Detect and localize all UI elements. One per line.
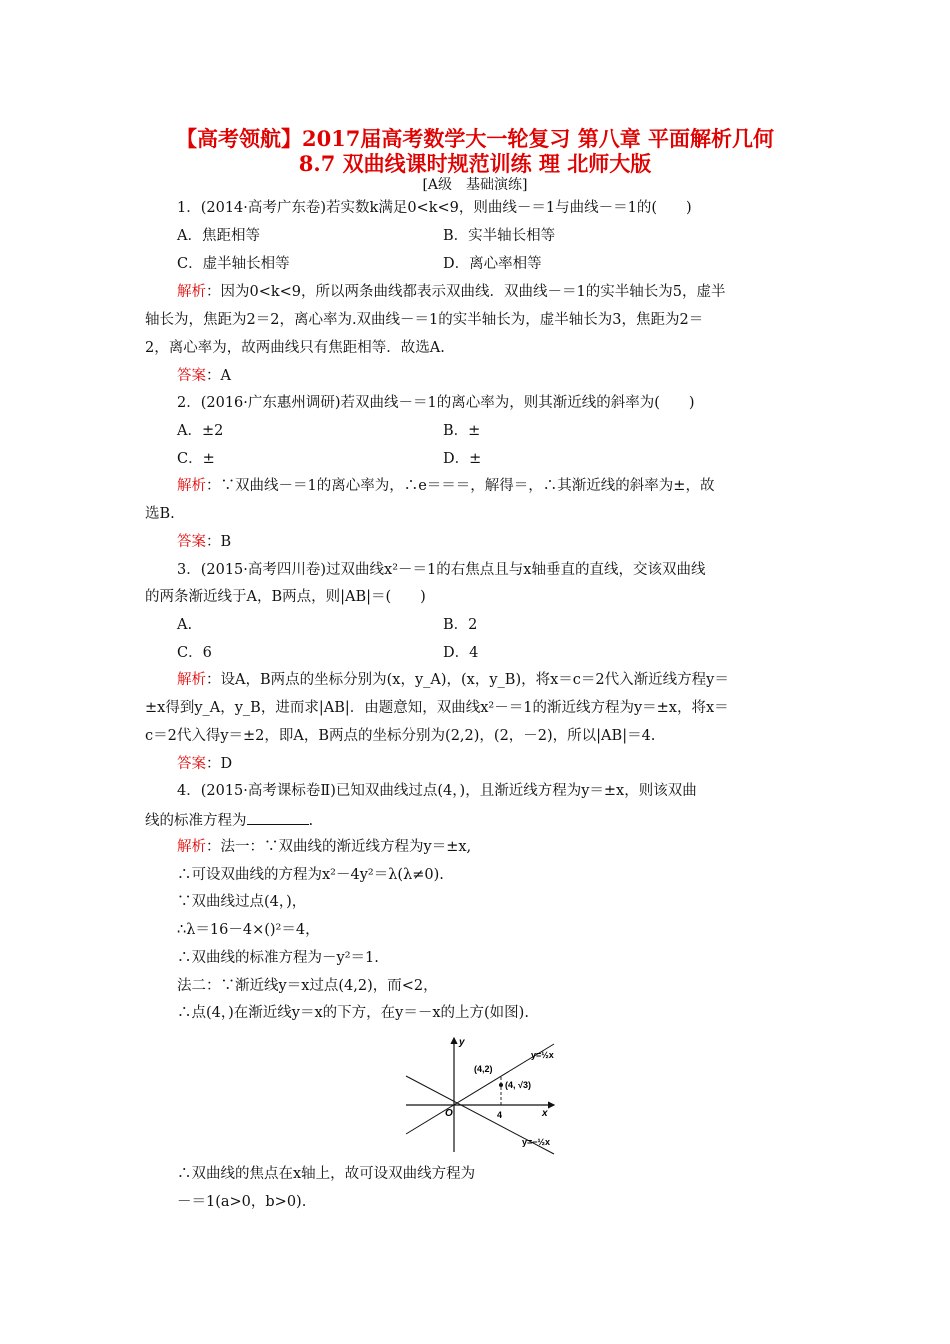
p1-stem: 1．(2014·高考广东卷)若实数k满足0<k<9，则曲线－＝1与曲线－＝1的( ) bbox=[177, 200, 692, 216]
p1-option-d: D．离心率相等 bbox=[443, 256, 542, 272]
p4-solution-line6: 法二：∵渐近线y＝x过点(4,2)，而<2， bbox=[177, 978, 438, 994]
section-subtitle: [A级 基础演练] bbox=[422, 177, 528, 193]
p4-solution-line3: ∵双曲线过点(4，)， bbox=[177, 894, 307, 910]
p1-solution-line2: 轴长为，焦距为2＝2，离心率为.双曲线－＝1的实半轴长为，虚半轴长为3，焦距为2＝ bbox=[145, 312, 704, 328]
jiexi-label: 解析 bbox=[177, 284, 206, 300]
p2-solution-line2: 选B. bbox=[145, 506, 175, 522]
p3-stem-line2: 的两条渐近线于A，B两点，则|AB|＝( ) bbox=[145, 589, 426, 605]
p2-option-c: C．± bbox=[177, 451, 215, 467]
p3-solution-line2: ±x得到y_A，y_B，进而求|AB|．由题意知，双曲线x²－＝1的渐近线方程为y＝±x，将x＝ bbox=[145, 700, 729, 716]
point-42-label: (4,2) bbox=[474, 1064, 493, 1074]
asymptote-figure bbox=[404, 1032, 574, 1158]
jiexi-label: 解析 bbox=[177, 839, 206, 855]
p4-solution-line7: ∴点(4，)在渐近线y＝x的下方，在y＝－x的上方(如图). bbox=[177, 1005, 529, 1021]
jiexi-label: 解析 bbox=[177, 478, 206, 494]
p3-answer: 答案：D bbox=[177, 756, 233, 772]
origin-label: O bbox=[445, 1108, 453, 1119]
p4-after-line1: ∴双曲线的焦点在x轴上，故可设双曲线方程为 bbox=[177, 1166, 476, 1182]
p1-answer: 答案：A bbox=[177, 368, 231, 384]
jiexi-label: 解析 bbox=[177, 672, 206, 688]
tick-4-label: 4 bbox=[497, 1110, 503, 1120]
p3-option-b: B．2 bbox=[443, 617, 478, 633]
p1-solution-line3: 2，离心率为，故两曲线只有焦距相等．故选A. bbox=[145, 340, 445, 356]
p1-option-c: C．虚半轴长相等 bbox=[177, 256, 290, 272]
p3-option-c: C．6 bbox=[177, 645, 212, 661]
p4-solution-line1: 解析：法一：∵双曲线的渐近线方程为y＝±x, bbox=[177, 839, 472, 855]
p3-solution-line3: c＝2代入得y＝±2，即A，B两点的坐标分别为(2,2)，(2，－2)，所以|AB|＝4. bbox=[145, 728, 656, 744]
p4-stem-line2: 线的标准方程为 . bbox=[145, 810, 810, 830]
p2-solution-line1: 解析：∵双曲线－＝1的离心率为，∴e＝＝＝，解得＝，∴其渐近线的斜率为±，故 bbox=[177, 478, 715, 494]
line-pos-label: y=½x bbox=[531, 1050, 554, 1060]
p1-option-a: A．焦距相等 bbox=[177, 228, 260, 244]
p2-stem: 2．(2016·广东惠州调研)若双曲线－＝1的离心率为，则其渐近线的斜率为( ) bbox=[177, 395, 695, 411]
p3-option-d: D．4 bbox=[443, 645, 479, 661]
x-axis-label: x bbox=[542, 1108, 548, 1119]
p4-after-line2: －＝1(a>0，b>0). bbox=[177, 1194, 307, 1210]
p3-stem-line1: 3．(2015·高考四川卷)过双曲线x²－＝1的右焦点且与x轴垂直的直线，交该双曲线 bbox=[177, 562, 706, 578]
p4-solution-line4: ∴λ＝16－4×()²＝4， bbox=[177, 922, 320, 938]
p2-option-b: B．± bbox=[443, 423, 481, 439]
p4-stem-line1: 4．(2015·高考课标卷Ⅱ)已知双曲线过点(4，)，且渐近线方程为y＝±x，则该双曲 bbox=[177, 783, 697, 799]
daan-label: 答案 bbox=[177, 756, 206, 772]
point-4-sqrt3 bbox=[499, 1083, 503, 1087]
p3-solution-line1: 解析：设A，B两点的坐标分别为(x，y_A)，(x，y_B)，将x＝c＝2代入渐近线方程y＝ bbox=[177, 672, 729, 688]
daan-label: 答案 bbox=[177, 368, 206, 384]
daan-label: 答案 bbox=[177, 534, 206, 550]
p2-option-a: A．±2 bbox=[177, 423, 224, 439]
p4-solution-line5: ∴双曲线的标准方程为－y²＝1. bbox=[177, 950, 379, 966]
p1-option-b: B．实半轴长相等 bbox=[443, 228, 556, 244]
line-neg-label: y=−½x bbox=[522, 1137, 551, 1147]
p4-solution-line2: ∴可设双曲线的方程为x²－4y²＝λ(λ≠0). bbox=[177, 867, 444, 883]
y-axis-label: y bbox=[459, 1037, 465, 1048]
answer-blank bbox=[247, 810, 309, 825]
doc-title-line1: 【高考领航】2017届高考数学大一轮复习 第八章 平面解析几何 bbox=[175, 126, 775, 151]
p1-solution-line1: 解析：因为0<k<9，所以两条曲线都表示双曲线．双曲线－＝1的实半轴长为5，虚半 bbox=[177, 284, 726, 300]
doc-title-line2: 8.7 双曲线课时规范训练 理 北师大版 bbox=[298, 151, 652, 176]
point-4sqrt3-label: (4, √3) bbox=[505, 1080, 531, 1090]
p2-answer: 答案：B bbox=[177, 534, 232, 550]
p3-option-a: A. bbox=[177, 617, 193, 633]
p2-option-d: D．± bbox=[443, 451, 482, 467]
